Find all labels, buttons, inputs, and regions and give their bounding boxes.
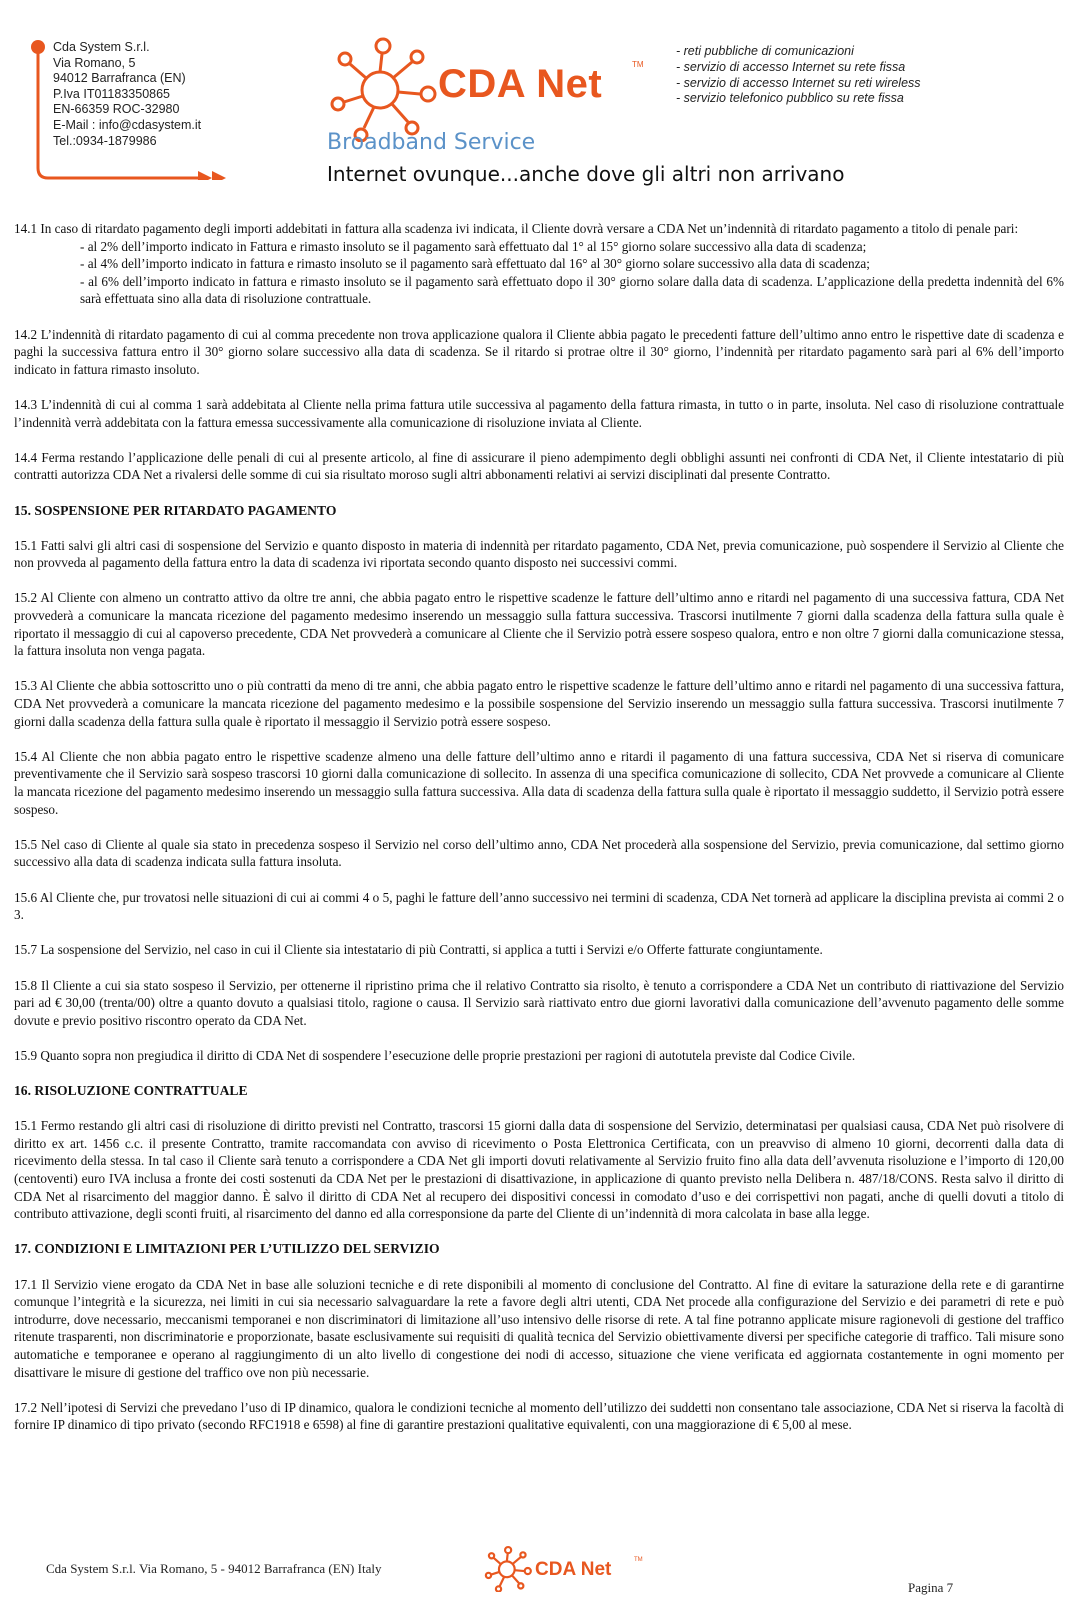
document-body: [14, 220, 1064, 1452]
list-item: - al 4% dell’importo indicato in fattura e rimasto insoluto se il pagamento sarà effettuato dal 16° al 30° giorno solare successivo alla data di scadenza;: [80, 256, 870, 272]
section-heading-16: 16. RISOLUZIONE CONTRATTUALE: [14, 1083, 248, 1099]
company-email: E-Mail : info@cdasystem.it: [53, 117, 202, 132]
section-heading-17: 17. CONDIZIONI E LIMITAZIONI PER L’UTILIZZO DEL SERVIZIO: [14, 1241, 440, 1257]
services-list: [676, 44, 921, 107]
company-street: Via Romano, 5: [53, 55, 136, 70]
footer-logo-icon: [478, 1544, 540, 1592]
paragraph-14-3: 14.3 L’indennità di cui al comma 1 sarà addebitata al Cliente nella prima fattura utile successiva al pagamento della fattura rimasta, in tutto o in parte, insoluta. Nel caso di risoluzione contrattuale l’indennità verrà addebitata con la fattura emessa successivamente alla comunicazione di risoluzione inviata al Cliente.: [14, 396, 1064, 430]
broadband-subtitle: Broadband Service: [327, 130, 536, 155]
company-name: Cda System S.r.l.: [53, 40, 150, 54]
page-number: Pagina 7: [908, 1580, 954, 1595]
paragraph-15-4: 15.4 Al Cliente che non abbia pagato entro le rispettive scadenze almeno una delle fatture dell’ultimo anno e ritardi il pagamento di una fattura successiva, CDA Net si riserva di comunicare preventivamente che il Servizio sarà sospeso trascorsi 10 giorni dalla comunicazione di sollecito. In assenza di una specifica comunicazione di sollecito, CDA Net provvede a comunicare al Cliente la mancata ricezione del pagamento medesimo inserendo un messaggio sulla fattura successiva. Alla data di scadenza della fattura sulla quale è riportato il messaggio suddetto, il Servizio potrà essere sospeso.: [14, 748, 1064, 817]
footer-address: Cda System S.r.l. Via Romano, 5 - 94012 Barrafranca (EN) Italy: [46, 1561, 382, 1576]
paragraph-14-4: 14.4 Ferma restando l’applicazione delle penali di cui al presente articolo, al fine di assicurare il pieno adempimento degli obblighi assunti nei confronti di CDA Net, il Cliente intestatario di più contratti autorizza CDA Net a rivalersi delle somme di cui sia risultato moroso sugli altri abbonamenti relativi ai servizi disciplinati dal presente Contratto.: [14, 449, 1064, 483]
company-phone: Tel.:0934-1879986: [53, 133, 157, 148]
paragraph-17-2: 17.2 Nell’ipotesi di Servizi che prevedano l’uso di IP dinamico, qualora le condizioni tecniche al momento dell’utilizzo dei suddetti non consentano tale associazione, CDA Net si riserva la facoltà di fornire IP dinamico di tipo privato (secondo RFC1918 e 6598) al fine di garantire prestazioni qualitative equivalenti, con una maggiorazione di € 5,00 al mese.: [14, 1399, 1064, 1433]
paragraph-14-1: 14.1 In caso di ritardato pagamento degli importi addebitati in fattura alla scadenza ivi indicata, il Cliente dovrà versare a CDA Net un’indennità di ritardato pagamento a titolo di penale pari:: [14, 221, 1019, 236]
service-item: - servizio telefonico pubblico su rete fissa: [676, 91, 904, 106]
cda-net-logo-icon: [330, 32, 440, 142]
service-item: - servizio di accesso Internet su rete fissa: [676, 59, 906, 74]
brand-name: CDA Net: [438, 62, 603, 106]
paragraph-15-9: 15.9 Quanto sopra non pregiudica il diritto di CDA Net di sospendere l’esecuzione delle proprie prestazioni per ragioni di autotutela previste dal Codice Civile.: [14, 1047, 856, 1063]
paragraph-15-7: 15.7 La sospensione del Servizio, nel caso in cui il Cliente sia intestatario di più Contratti, si applica a tutti i Servizi e/o Offerte fatturate congiuntamente.: [14, 942, 823, 958]
trademark-mark: TM: [632, 60, 644, 69]
list-item: - al 6% dell’importo indicato in fattura e rimasto insoluto se il pagamento sarà effettuato dopo il 30° giorno solare dalla data di scadenza. L’applicazione della predetta indennità del 6% sarà effettuata sino alla data di risoluzione contrattuale.: [80, 273, 1064, 307]
paragraph-15-5: 15.5 Nel caso di Cliente al quale sia stato in precedenza sospeso il Servizio nel corso dell’ultimo anno, CDA Net procederà alla sospensione del Servizio, previa comunicazione, dal settimo giorno successivo alla data di scadenza indicata sulla fattura insoluta.: [14, 836, 1064, 870]
footer-brand-name: CDA Net: [535, 1559, 612, 1580]
company-info: [53, 40, 201, 149]
footer-trademark-mark: TM: [634, 1557, 643, 1563]
paragraph-16-1: 15.1 Fermo restando gli altri casi di risoluzione di diritto previsti nel Contratto, trascorsi 15 giorni dalla data di sospensione del Servizio, determinatasi per qualsiasi causa, CDA Net può risolvere di diritto ex art. 1456 c.c. il presente Contratto, tramite raccomandata con avviso di ricevimento o Posta Elettronica Certificata, con un preavviso di almeno 10 giorni, decorrenti dalla data di ricevimento della stessa. In tal caso il Cliente sarà tenuto a corrispondere a CDA Net gli importi dovuti relativamente al Servizio fruito fino alla data dell’avvenuta risoluzione e l’importo di 120,00 (centoventi) euro IVA inclusa a fronte dei costi sostenuti da CDA Net per le prestazioni di disattivazione, in applicazione di quanto previsto nella Delibera n. 487/18/CONS. Resta salvo il diritto di CDA Net al risarcimento del maggior danno. È salvo il diritto di CDA Net al recupero dei dispositivi concessi in comodato d’uso e dei corrispettivi non pagati, anche di quelli dovuti a titolo di contributo attivazione, degli sconti fruiti, al risarcimento del danno ed alla corresponsione da parte del Cliente di un’indennità di mora calcolata in base alla legge.: [14, 1118, 1064, 1222]
paragraph-14-2: 14.2 L’indennità di ritardato pagamento di cui al comma precedente non trova applicazione qualora il Cliente abbia pagato le precedenti fatture dell’ultimo anno entro le rispettive date di scadenza e paghi la successiva fattura entro il 30° giorno solare successivo alla data di scadenza. Se il ritardo si protrae oltre il 30° giorno, l’indennità per ritardato pagamento sarà pari al 6% dell’importo indicato in fattura rimasto insoluto.: [14, 326, 1064, 377]
section-heading-15: 15. SOSPENSIONE PER RITARDATO PAGAMENTO: [14, 502, 337, 518]
paragraph-15-1: 15.1 Fatti salvi gli altri casi di sospensione del Servizio e quanto disposto in materia di indennità per ritardato pagamento, CDA Net, previa comunicazione, può sospendere il Servizio al Cliente che non provveda al pagamento della fattura entro la data di scadenza ivi riportata secondo quanto disposto nei successivi commi.: [14, 537, 1064, 571]
paragraph-15-2: 15.2 Al Cliente con almeno un contratto attivo da oltre tre anni, che abbia pagato entro le rispettive scadenze le fatture dell’ultimo anno e ritardi nel pagamento di una successiva fattura, CDA Net provvederà a comunicare la mancata ricezione del pagamento medesimo inserendo un messaggio sulla fattura successiva. Trascorsi inutilmente 7 giorni dalla scadenza della fattura sulla quale è riportato il messaggio di cui al capoverso precedente, CDA Net provvederà a comunicare al Cliente che il Servizio potrà essere sospeso qualora, entro e non oltre 7 giorni dalla comunicazione stessa, la fattura insoluta non venga pagata.: [14, 590, 1064, 659]
service-item: - servizio di accesso Internet su reti wireless: [676, 75, 921, 90]
paragraph-15-8: 15.8 Il Cliente a cui sia stato sospeso il Servizio, per ottenerne il ripristino prima che il relativo Contratto sia risolto, è tenuto a corrispondere a CDA Net un contributo di riattivazione del Servizio pari ad € 30,00 (trenta/00) oltre a quanto dovuto a qualsiasi titolo, ragione o causa. Il Servizio sarà riattivato entro due giorni lavorativi dalla comunicazione dell’avvenuto pagamento delle somme dovute e previo positivo riscontro operato da CDA Net.: [14, 977, 1064, 1028]
paragraph-15-3: 15.3 Al Cliente che abbia sottoscritto uno o più contratti da meno di tre anni, che abbia pagato entro le rispettive scadenze le fatture dell’ultimo anno e ritardi nel pagamento di una successiva fattura, CDA Net provvederà a comunicare la mancata ricezione del pagamento medesimo e la possibile sospensione del Servizio inserendo un messaggio sulla fattura successiva. Trascorsi inutilmente 7 giorni dalla scadenza della fattura sulla quale è riportato il messaggio il Servizio potrà essere sospeso.: [14, 678, 1064, 729]
penalty-list: [14, 238, 1064, 308]
list-item: - al 2% dell’importo indicato in Fattura e rimasto insoluto se il pagamento sarà effettuato dal 1° al 15° giorno solare successivo alla data di scadenza;: [80, 238, 867, 254]
company-city: 94012 Barrafranca (EN): [53, 71, 186, 86]
paragraph-15-6: 15.6 Al Cliente che, pur trovatosi nelle situazioni di cui ai commi 4 o 5, paghi le fatture dell’anno successivo nei termini di scadenza, CDA Net tornerà ad applicare la disciplina prevista ai commi 2 o 3.: [14, 889, 1064, 923]
company-registry: EN-66359 ROC-32980: [53, 102, 180, 117]
paragraph-17-1: 17.1 Il Servizio viene erogato da CDA Net in base alle soluzioni tecniche e di rete disponibili al momento di conclusione del Contratto. Al fine di evitare la saturazione della rete e di garantirne comunque l’integrità e la sicurezza, nei limiti in cui sia necessario salvaguardare la rete a favore degli altri utenti, CDA Net procede alla configurazione del Servizio e dei parametri di rete e può introdurre, dove necessario, meccanismi temporanei e non discriminatori di limitazione all’uso intensivo delle risorse di rete. A tal fine potranno applicate misure ragionevoli di gestione del traffico ritenute trasparenti, non discriminatorie e proporzionate, basate esclusivamente sui requisiti di qualità tecnica del Servizio obiettivamente diversi per specifiche categorie di traffico. Tali misure sono automatiche e temporanee e operano al raggiungimento di un alto livello di congestione dei nodi di accesso, situazione che viene verificata ed aggiornata costantemente in ogni momento per disattivare le misure di gestione del traffico ove non più necessarie.: [14, 1276, 1064, 1380]
company-vat: P.Iva IT01183350865: [53, 86, 170, 101]
service-item: - reti pubbliche di comunicazioni: [676, 44, 854, 58]
slogan: Internet ovunque...anche dove gli altri non arrivano: [327, 162, 845, 186]
